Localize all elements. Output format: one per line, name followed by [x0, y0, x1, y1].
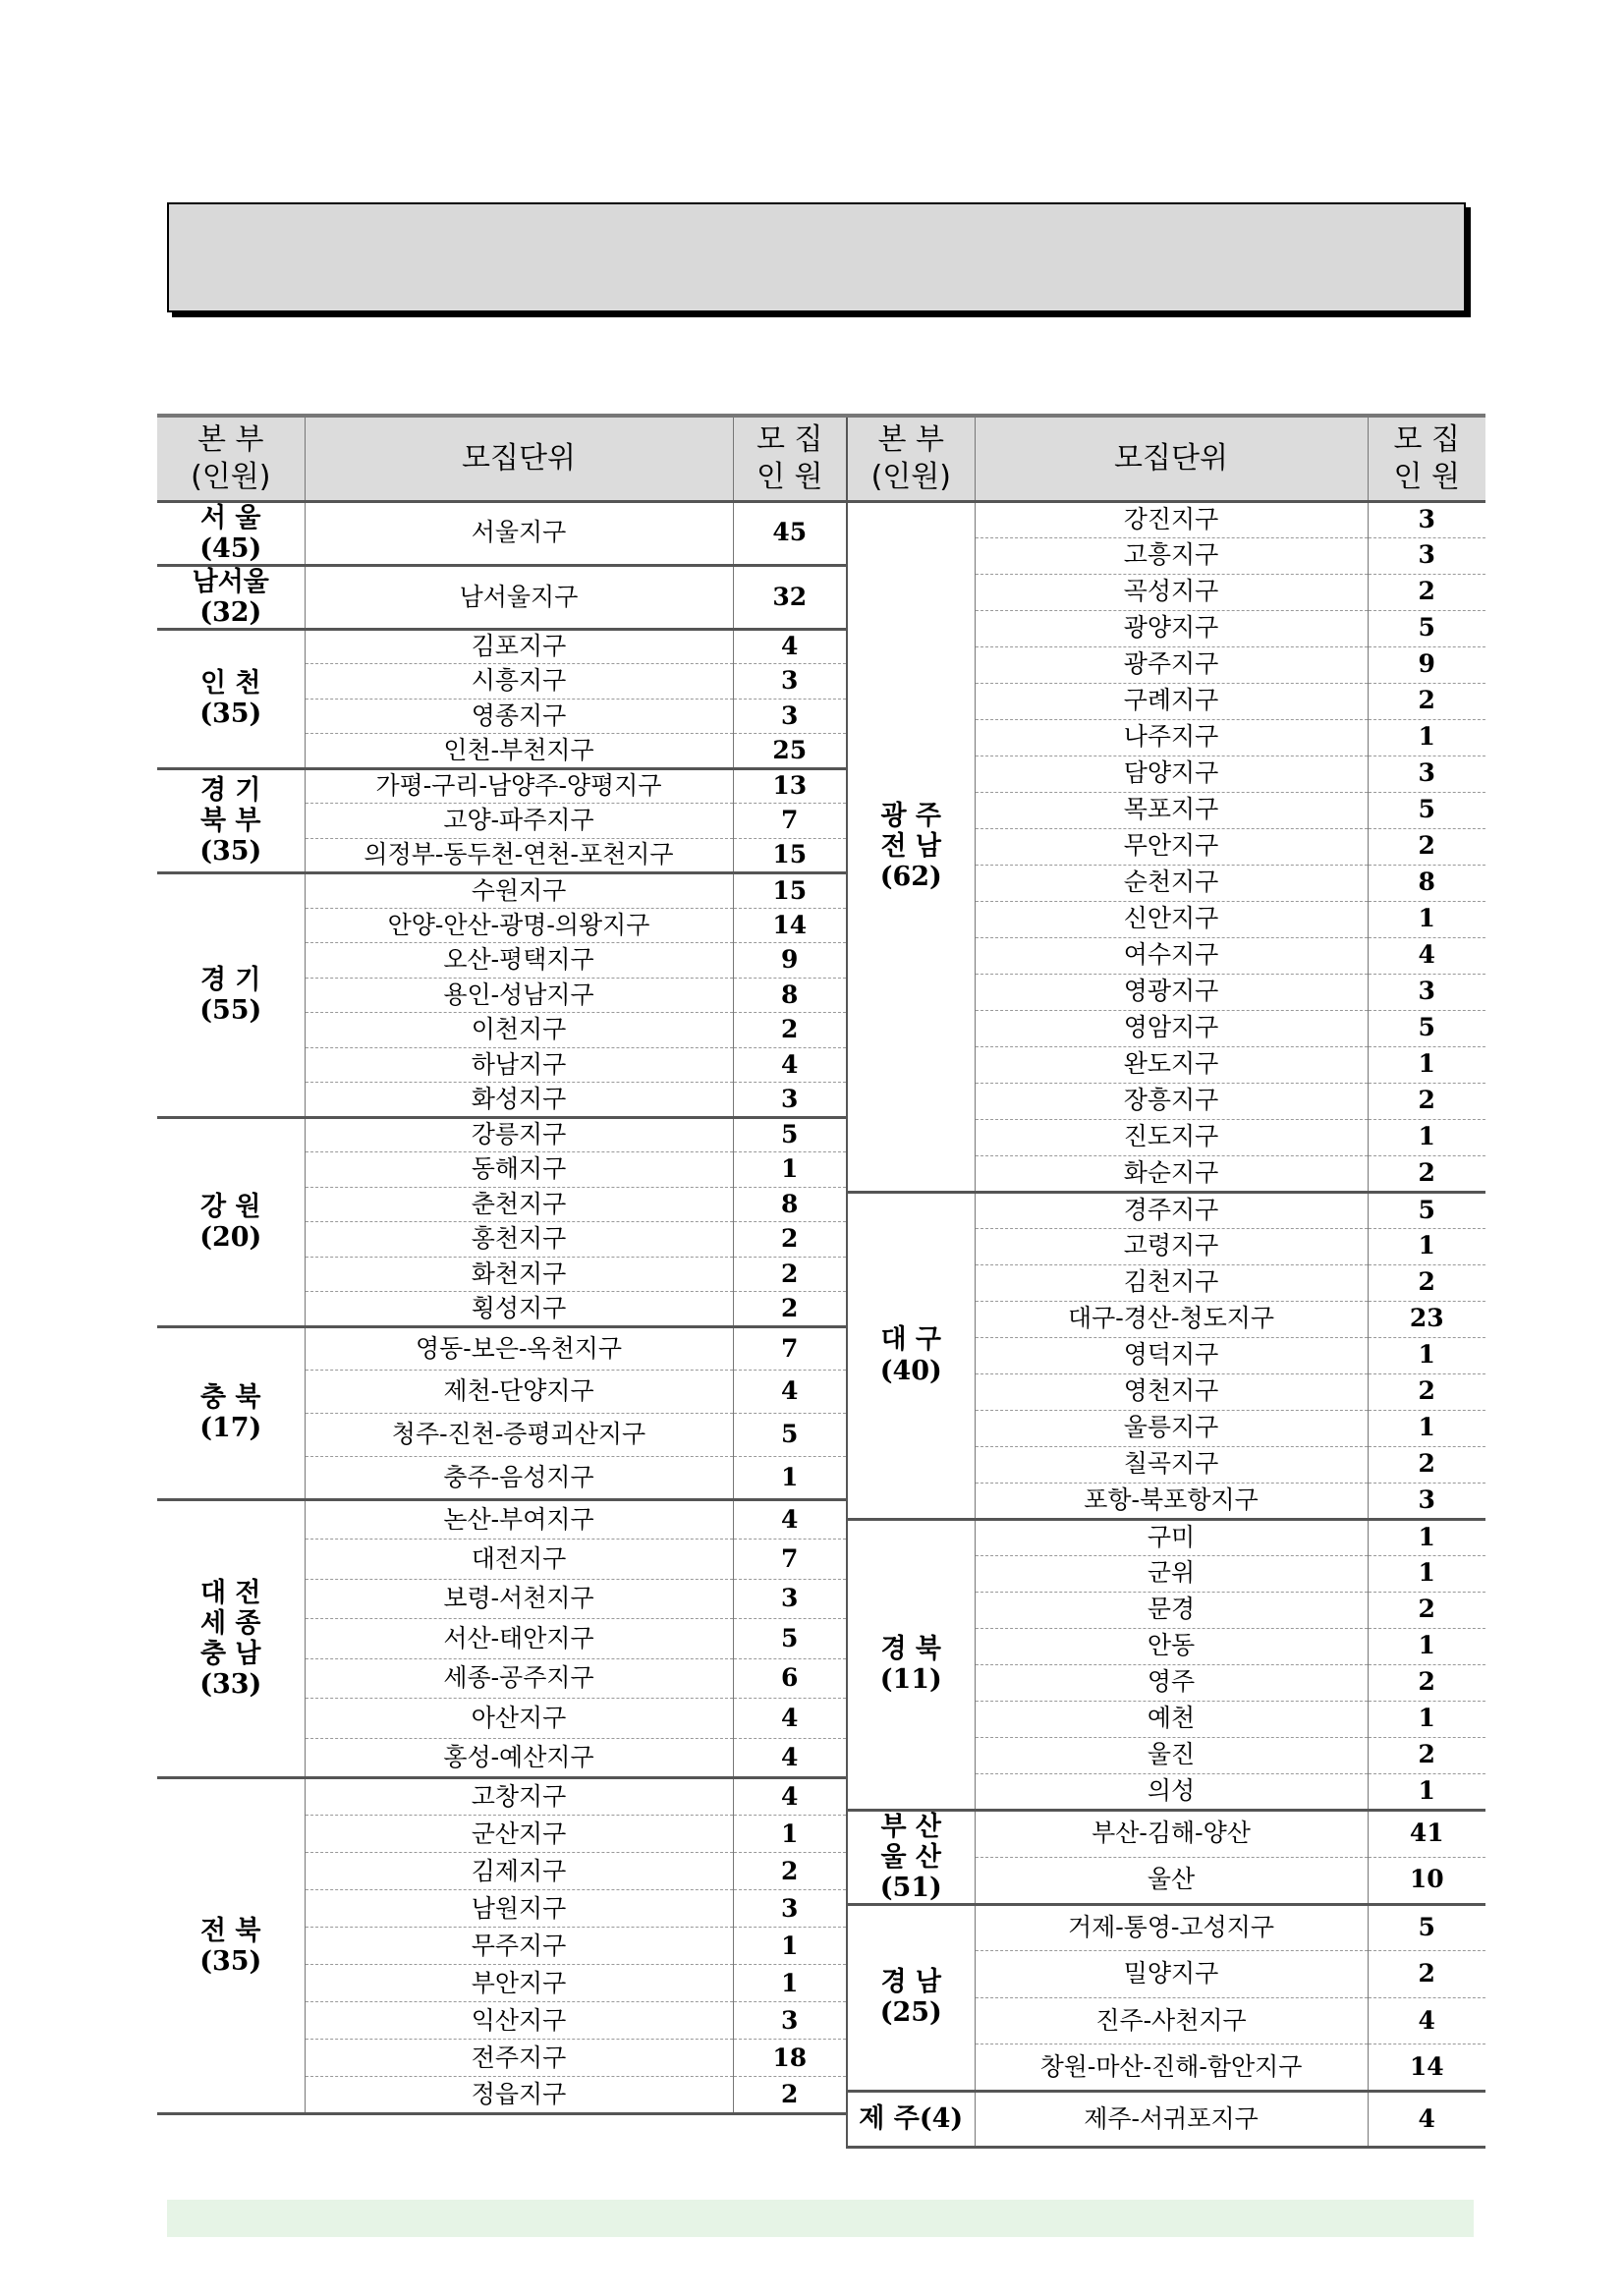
count-cell: 5: [1368, 792, 1485, 828]
table-row: [847, 501, 1485, 537]
unit-cell: 칠곡지구: [975, 1446, 1368, 1483]
count-cell: 8: [733, 1187, 846, 1222]
count-cell: 7: [733, 1540, 846, 1580]
unit-cell: 화성지구: [305, 1083, 733, 1118]
count-cell: 5: [1368, 1904, 1485, 1951]
count-cell: 3: [1368, 501, 1485, 537]
count-cell: 9: [733, 943, 846, 979]
count-cell: 2: [733, 1292, 846, 1327]
count-cell: 23: [1368, 1301, 1485, 1337]
unit-cell: 군위: [975, 1555, 1368, 1592]
count-cell: 1: [1368, 1410, 1485, 1446]
region-cell: 경 남 (25): [847, 1904, 975, 2091]
table-row: [157, 629, 846, 664]
unit-cell: 정읍지구: [305, 2077, 733, 2114]
count-cell: 1: [733, 1456, 846, 1499]
count-cell: 1: [1368, 1228, 1485, 1264]
table-row: [157, 1326, 846, 1370]
unit-cell: 전주지구: [305, 2040, 733, 2077]
region-cell: 전 북 (35): [157, 1778, 305, 2114]
region-cell: 서 울 (45): [157, 501, 305, 565]
unit-cell: 김제지구: [305, 1853, 733, 1890]
unit-cell: 세종-공주지구: [305, 1658, 733, 1699]
unit-cell: 횡성지구: [305, 1292, 733, 1327]
unit-cell: 서산-태안지구: [305, 1619, 733, 1659]
unit-cell: 동해지구: [305, 1152, 733, 1188]
unit-cell: 아산지구: [305, 1699, 733, 1739]
count-cell: 32: [733, 565, 846, 629]
count-cell: 5: [733, 1117, 846, 1152]
unit-cell: 창원-마산-진해-함안지구: [975, 2044, 1368, 2092]
right-recruit-table: [846, 414, 1485, 2149]
header-unit: 모집단위: [975, 416, 1368, 501]
unit-cell: 영암지구: [975, 1010, 1368, 1046]
table-row: [847, 1192, 1485, 1228]
header-hq: 본 부 (인원): [157, 416, 305, 501]
count-cell: 3: [1368, 537, 1485, 574]
count-cell: 3: [1368, 1483, 1485, 1519]
region-cell: 인 천 (35): [157, 629, 305, 768]
unit-cell: 광주지구: [975, 646, 1368, 683]
unit-cell: 울산: [975, 1857, 1368, 1904]
unit-cell: 용인-성남지구: [305, 978, 733, 1013]
count-cell: 5: [1368, 1010, 1485, 1046]
unit-cell: 구례지구: [975, 683, 1368, 719]
unit-cell: 홍천지구: [305, 1222, 733, 1258]
unit-cell: 가평-구리-남양주-양평지구: [305, 768, 733, 804]
unit-cell: 강진지구: [975, 501, 1368, 537]
unit-cell: 곡성지구: [975, 574, 1368, 610]
unit-cell: 수원지구: [305, 873, 733, 909]
unit-cell: 충주-음성지구: [305, 1456, 733, 1499]
unit-cell: 나주지구: [975, 719, 1368, 756]
table-header-row: [157, 416, 846, 501]
count-cell: 2: [733, 1257, 846, 1292]
count-cell: 15: [733, 873, 846, 909]
unit-cell: 김천지구: [975, 1264, 1368, 1301]
count-cell: 2: [1368, 1373, 1485, 1410]
count-cell: 5: [1368, 610, 1485, 646]
unit-cell: 부안지구: [305, 1965, 733, 2002]
unit-cell: 고흥지구: [975, 537, 1368, 574]
unit-cell: 이천지구: [305, 1013, 733, 1048]
count-cell: 4: [1368, 1997, 1485, 2044]
table-row: [157, 873, 846, 909]
count-cell: 2: [1368, 1446, 1485, 1483]
region-cell: 충 북 (17): [157, 1326, 305, 1499]
count-cell: 2: [1368, 1951, 1485, 1998]
count-cell: 25: [733, 734, 846, 769]
count-cell: 2: [733, 2077, 846, 2114]
unit-cell: 제주-서귀포지구: [975, 2091, 1368, 2147]
unit-cell: 오산-평택지구: [305, 943, 733, 979]
unit-cell: 인천-부천지구: [305, 734, 733, 769]
unit-cell: 영천지구: [975, 1373, 1368, 1410]
unit-cell: 무안지구: [975, 828, 1368, 865]
count-cell: 13: [733, 768, 846, 804]
count-cell: 4: [1368, 2091, 1485, 2147]
count-cell: 3: [733, 1579, 846, 1619]
unit-cell: 춘천지구: [305, 1187, 733, 1222]
table-row: [157, 768, 846, 804]
header-hq: 본 부 (인원): [847, 416, 975, 501]
count-cell: 1: [1368, 1046, 1485, 1083]
left-recruit-table: [157, 414, 846, 2115]
unit-cell: 영동-보은-옥천지구: [305, 1326, 733, 1370]
table-row: [847, 1519, 1485, 1555]
count-cell: 14: [1368, 2044, 1485, 2092]
count-cell: 5: [733, 1619, 846, 1659]
count-cell: 1: [1368, 1337, 1485, 1373]
count-cell: 2: [1368, 1664, 1485, 1701]
unit-cell: 경주지구: [975, 1192, 1368, 1228]
count-cell: 2: [1368, 574, 1485, 610]
count-cell: 6: [733, 1658, 846, 1699]
count-cell: 4: [733, 1778, 846, 1816]
region-cell: 제 주(4): [847, 2091, 975, 2147]
count-cell: 8: [733, 978, 846, 1013]
unit-cell: 거제-통영-고성지구: [975, 1904, 1368, 1951]
region-cell: 대 전 세 종 충 남 (33): [157, 1499, 305, 1778]
count-cell: 5: [733, 1413, 846, 1456]
unit-cell: 안동: [975, 1628, 1368, 1664]
count-cell: 1: [733, 1965, 846, 2002]
count-cell: 3: [1368, 756, 1485, 792]
count-cell: 2: [1368, 1083, 1485, 1119]
table-row: [157, 1117, 846, 1152]
unit-cell: 김포지구: [305, 629, 733, 664]
count-cell: 2: [733, 1853, 846, 1890]
table-row: [157, 1499, 846, 1540]
table-row: [847, 1810, 1485, 1857]
count-cell: 1: [1368, 1519, 1485, 1555]
unit-cell: 신안지구: [975, 901, 1368, 937]
unit-cell: 군산지구: [305, 1816, 733, 1853]
table-row: [157, 501, 846, 565]
table-row: [157, 565, 846, 629]
unit-cell: 청주-진천-증평괴산지구: [305, 1413, 733, 1456]
page-footer: [167, 2200, 1474, 2237]
region-cell: 부 산 울 산 (51): [847, 1810, 975, 1904]
count-cell: 8: [1368, 865, 1485, 901]
unit-cell: 시흥지구: [305, 664, 733, 700]
count-cell: 4: [733, 1699, 846, 1739]
unit-cell: 대구-경산-청도지구: [975, 1301, 1368, 1337]
region-cell: 경 기 북 부 (35): [157, 768, 305, 873]
unit-cell: 의성: [975, 1773, 1368, 1810]
count-cell: 4: [733, 1370, 846, 1413]
count-cell: 3: [733, 2002, 846, 2040]
count-cell: 7: [733, 1326, 846, 1370]
unit-cell: 진주-사천지구: [975, 1997, 1368, 2044]
unit-cell: 구미: [975, 1519, 1368, 1555]
unit-cell: 순천지구: [975, 865, 1368, 901]
count-cell: 1: [1368, 1119, 1485, 1155]
count-cell: 14: [733, 908, 846, 943]
unit-cell: 포항-북포항지구: [975, 1483, 1368, 1519]
unit-cell: 밀양지구: [975, 1951, 1368, 1998]
count-cell: 1: [1368, 719, 1485, 756]
count-cell: 4: [733, 1738, 846, 1778]
unit-cell: 안양-안산-광명-의왕지구: [305, 908, 733, 943]
count-cell: 45: [733, 501, 846, 565]
count-cell: 2: [733, 1222, 846, 1258]
count-cell: 4: [733, 629, 846, 664]
unit-cell: 하남지구: [305, 1047, 733, 1083]
count-cell: 2: [1368, 1264, 1485, 1301]
region-cell: 광 주 전 남 (62): [847, 501, 975, 1192]
unit-cell: 대전지구: [305, 1540, 733, 1580]
region-cell: 대 구 (40): [847, 1192, 975, 1519]
unit-cell: 보령-서천지구: [305, 1579, 733, 1619]
count-cell: 3: [733, 699, 846, 734]
region-cell: 경 북 (11): [847, 1519, 975, 1810]
count-cell: 2: [1368, 1592, 1485, 1628]
count-cell: 7: [733, 804, 846, 839]
unit-cell: 울진: [975, 1737, 1368, 1773]
unit-cell: 영덕지구: [975, 1337, 1368, 1373]
unit-cell: 고창지구: [305, 1778, 733, 1816]
table-row: [847, 1904, 1485, 1951]
unit-cell: 화천지구: [305, 1257, 733, 1292]
region-cell: 경 기 (55): [157, 873, 305, 1118]
count-cell: 10: [1368, 1857, 1485, 1904]
unit-cell: 무주지구: [305, 1928, 733, 1965]
unit-cell: 울릉지구: [975, 1410, 1368, 1446]
count-cell: 4: [733, 1047, 846, 1083]
count-cell: 1: [733, 1928, 846, 1965]
unit-cell: 익산지구: [305, 2002, 733, 2040]
unit-cell: 영주: [975, 1664, 1368, 1701]
count-cell: 1: [1368, 1701, 1485, 1737]
unit-cell: 화순지구: [975, 1155, 1368, 1192]
unit-cell: 강릉지구: [305, 1117, 733, 1152]
table-header-row: [847, 416, 1485, 501]
unit-cell: 의정부-동두천-연천-포천지구: [305, 838, 733, 873]
unit-cell: 남서울지구: [305, 565, 733, 629]
count-cell: 4: [733, 1499, 846, 1540]
unit-cell: 예천: [975, 1701, 1368, 1737]
unit-cell: 고령지구: [975, 1228, 1368, 1264]
table-row: [847, 2091, 1485, 2147]
unit-cell: 논산-부여지구: [305, 1499, 733, 1540]
unit-cell: 완도지구: [975, 1046, 1368, 1083]
count-cell: 1: [1368, 1628, 1485, 1664]
count-cell: 41: [1368, 1810, 1485, 1857]
count-cell: 2: [1368, 683, 1485, 719]
unit-cell: 문경: [975, 1592, 1368, 1628]
unit-cell: 홍성-예산지구: [305, 1738, 733, 1778]
unit-cell: 남원지구: [305, 1890, 733, 1928]
count-cell: 1: [1368, 1773, 1485, 1810]
unit-cell: 목포지구: [975, 792, 1368, 828]
count-cell: 1: [1368, 901, 1485, 937]
count-cell: 9: [1368, 646, 1485, 683]
count-cell: 2: [1368, 1737, 1485, 1773]
count-cell: 2: [1368, 1155, 1485, 1192]
unit-cell: 영종지구: [305, 699, 733, 734]
region-cell: 강 원 (20): [157, 1117, 305, 1326]
count-cell: 15: [733, 838, 846, 873]
count-cell: 18: [733, 2040, 846, 2077]
count-cell: 2: [1368, 828, 1485, 865]
count-cell: 5: [1368, 1192, 1485, 1228]
header-count: 모 집 인 원: [733, 416, 846, 501]
unit-cell: 장흥지구: [975, 1083, 1368, 1119]
header-count: 모 집 인 원: [1368, 416, 1485, 501]
unit-cell: 영광지구: [975, 974, 1368, 1010]
unit-cell: 제천-단양지구: [305, 1370, 733, 1413]
unit-cell: 여수지구: [975, 937, 1368, 974]
unit-cell: 담양지구: [975, 756, 1368, 792]
count-cell: 1: [733, 1152, 846, 1188]
unit-cell: 진도지구: [975, 1119, 1368, 1155]
count-cell: 2: [733, 1013, 846, 1048]
count-cell: 1: [733, 1816, 846, 1853]
count-cell: 3: [733, 1890, 846, 1928]
unit-cell: 부산-김해-양산: [975, 1810, 1368, 1857]
unit-cell: 고양-파주지구: [305, 804, 733, 839]
count-cell: 3: [733, 1083, 846, 1118]
count-cell: 3: [733, 664, 846, 700]
unit-cell: 서울지구: [305, 501, 733, 565]
count-cell: 1: [1368, 1555, 1485, 1592]
count-cell: 4: [1368, 937, 1485, 974]
count-cell: 3: [1368, 974, 1485, 1010]
table-row: [157, 1778, 846, 1816]
region-cell: 남서울 (32): [157, 565, 305, 629]
document-title-box: [167, 202, 1466, 312]
unit-cell: 광양지구: [975, 610, 1368, 646]
header-unit: 모집단위: [305, 416, 733, 501]
